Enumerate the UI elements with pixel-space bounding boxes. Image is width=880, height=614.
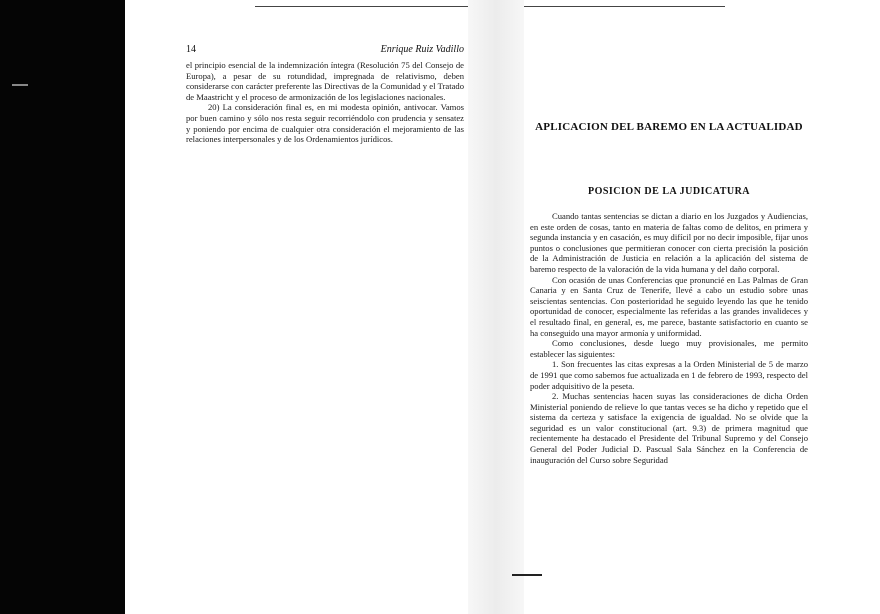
book-binding-shadow xyxy=(0,0,125,614)
chapter-title: APLICACION DEL BAREMO EN LA ACTUALIDAD xyxy=(535,121,803,133)
body-paragraph: Como conclusiones, desde luego muy provisionales, me permito establecer las siguientes: xyxy=(530,338,808,359)
body-paragraph: 20) La consideración final es, en mi modesta opinión, antivocar. Vamos por buen camino y sólo nos resta seguir recorriéndolo con prudencia y sensatez y poniendo por encima de cualquier otra consideración el mejoramiento de las relaciones interpersonales y de los Ordenamientos jurídicos. xyxy=(186,102,464,145)
numbered-paragraph: 1. Son frecuentes las citas expresas a la Orden Ministerial de 5 de marzo de 1991 que como sabemos fue actualizada en 1 de febrero de 1993, respecto del poder adquisitivo de la peseta. xyxy=(530,359,808,391)
running-head xyxy=(186,44,464,60)
right-page-body xyxy=(530,211,808,465)
section-title: POSICION DE LA JUDICATURA xyxy=(587,186,751,197)
numbered-paragraph: 2. Muchas sentencias hacen suyas las consideraciones de dicha Orden Ministerial poniendo de relieve lo que tantas veces se ha dicho y repetido que el sistema da certeza y satisface la exigencia de igualdad. No se olvide que la seguridad es un valor constitucional (art. 9.3) de primera magnitud que recientemente ha destacado el Presidente del Tribunal Supremo y del Consejo General del Poder Judicial D. Pascual Sala Sánchez en la Conferencia de inauguración del Curso sobre Seguridad xyxy=(530,391,808,465)
body-paragraph: el principio esencial de la indemnización íntegra (Resolución 75 del Consejo de Europa), a pesar de su rotundidad, impregnada de relativismo, deben considerarse con carácter preferente las Directivas de la Comunidad y el Tratado de Maastricht y el proceso de armonización de los legislaciones nacionales. xyxy=(186,60,464,102)
scan-bottom-mark xyxy=(512,574,542,576)
body-paragraph: Con ocasión de unas Conferencias que pronuncié en Las Palmas de Gran Canaria y en Santa Cruz de Tenerife, llevé a cabo un estudio sobre unas seiscientas sentencias. Con posterioridad he seguido leyendo las que he tenido oportunidad de conocer, especialmente las referidas a las grandes invalideces y el resultado final, en general, es, me parece, bastante satisfactorio en cuanto se ha conseguido una mayor armonía y uniformidad. xyxy=(530,274,808,338)
binding-mark xyxy=(12,84,28,86)
left-page xyxy=(186,44,464,145)
book-gutter xyxy=(468,0,524,614)
page-number: 14 xyxy=(186,44,196,55)
running-title: Enrique Ruiz Vadillo xyxy=(380,44,464,55)
body-paragraph: Cuando tantas sentencias se dictan a diario en los Juzgados y Audiencias, en este orden de cosas, tanto en materia de faltas como de delitos, en primera y segunda instancia y en casación, es muy difícil por no decir imposible, fijar unos puntos o conclusiones que permitieran conocer con cierta precisión la posición de la Administración de Justicia en relación a la aplicación del sistema de baremo respecto de la valoración de la vida humana y del daño corporal. xyxy=(530,211,808,274)
